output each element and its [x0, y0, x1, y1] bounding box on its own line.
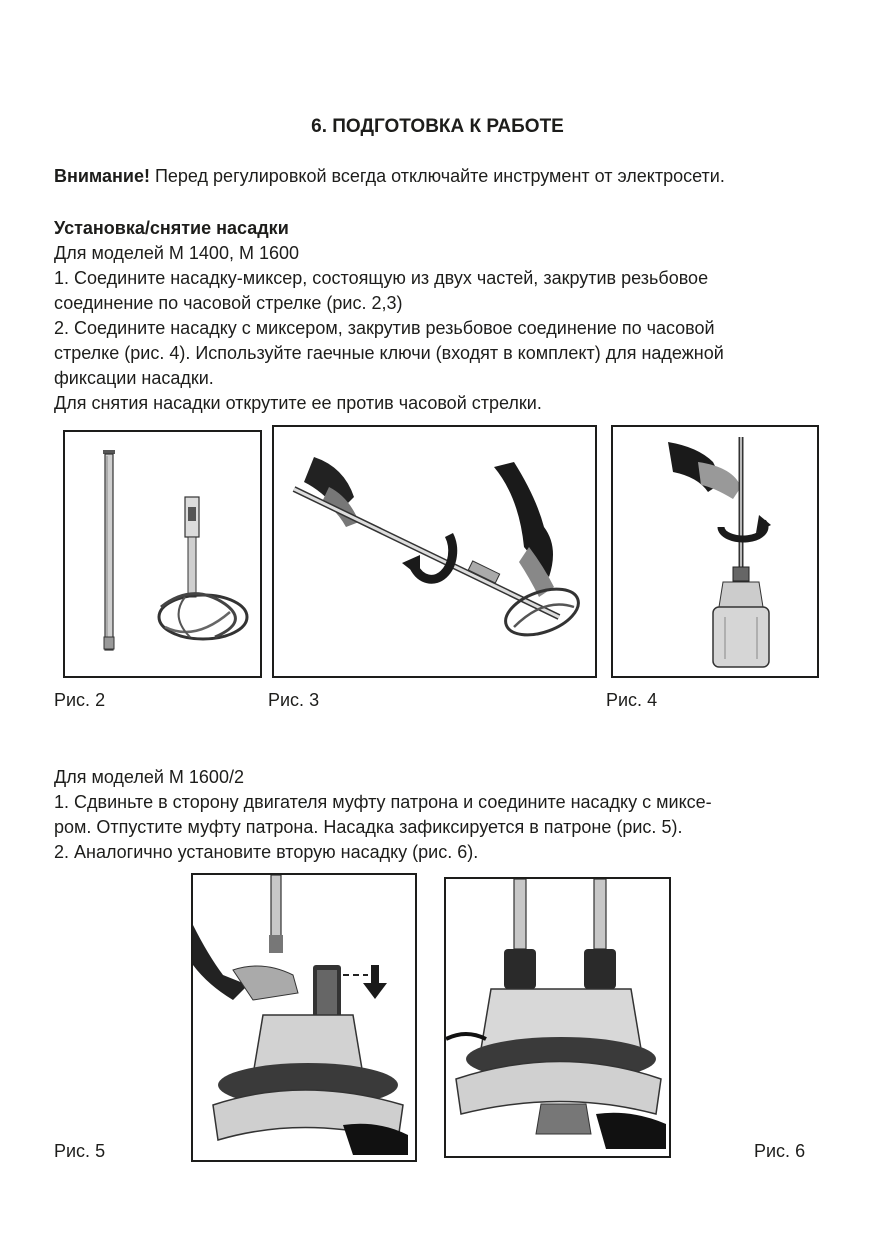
warning-paragraph: [54, 164, 824, 189]
step-2-line-1: 2. Соедините насадку с миксером, закрутив резьбовое соединение по часовой: [54, 318, 715, 338]
models-line-2: Для моделей М 1600/2: [54, 767, 244, 787]
figure-3-image: [272, 425, 597, 678]
figure-5-caption: Рис. 5: [54, 1141, 106, 1161]
figure-6-caption: Рис. 6: [754, 1141, 806, 1161]
figure-3-caption: Рис. 3: [268, 690, 320, 710]
section2-step-2: 2. Аналогично установите вторую насадку (рис. 6).: [54, 842, 479, 862]
section2-step-1-line-1: 1. Сдвиньте в сторону двигателя муфту патрона и соедините насадку с миксе-: [54, 792, 712, 812]
step-1-line-1: 1. Соедините насадку-миксер, состоящую из двух частей, закрутив резьбовое: [54, 268, 709, 288]
figure-2-image: [63, 430, 262, 678]
figure-6-image: [444, 877, 671, 1158]
figure-4-image: [611, 425, 819, 678]
section-heading: Установка/снятие насадки: [54, 218, 289, 238]
step-1-line-2: соединение по часовой стрелке (рис. 2,3): [54, 293, 403, 313]
warning-text: Перед регулировкой всегда отключайте инструмент от электросети.: [149, 166, 725, 186]
warning-label: Внимание!: [54, 166, 150, 186]
removal-line: Для снятия насадки открутите ее против часовой стрелки.: [54, 393, 542, 413]
models-line: Для моделей М 1400, М 1600: [54, 243, 299, 263]
figure-5-image: [191, 873, 417, 1162]
step-2-line-2: стрелке (рис. 4). Используйте гаечные ключи (входят в комплект) для надежной: [54, 343, 724, 363]
page-title: 6. ПОДГОТОВКА К РАБОТЕ: [311, 116, 564, 137]
figure-2-caption: Рис. 2: [54, 690, 106, 710]
figure-4-caption: Рис. 4: [606, 690, 658, 710]
section2-step-1-line-2: ром. Отпустите муфту патрона. Насадка зафиксируется в патроне (рис. 5).: [54, 817, 683, 837]
step-2-line-3: фиксации насадки.: [54, 368, 214, 388]
